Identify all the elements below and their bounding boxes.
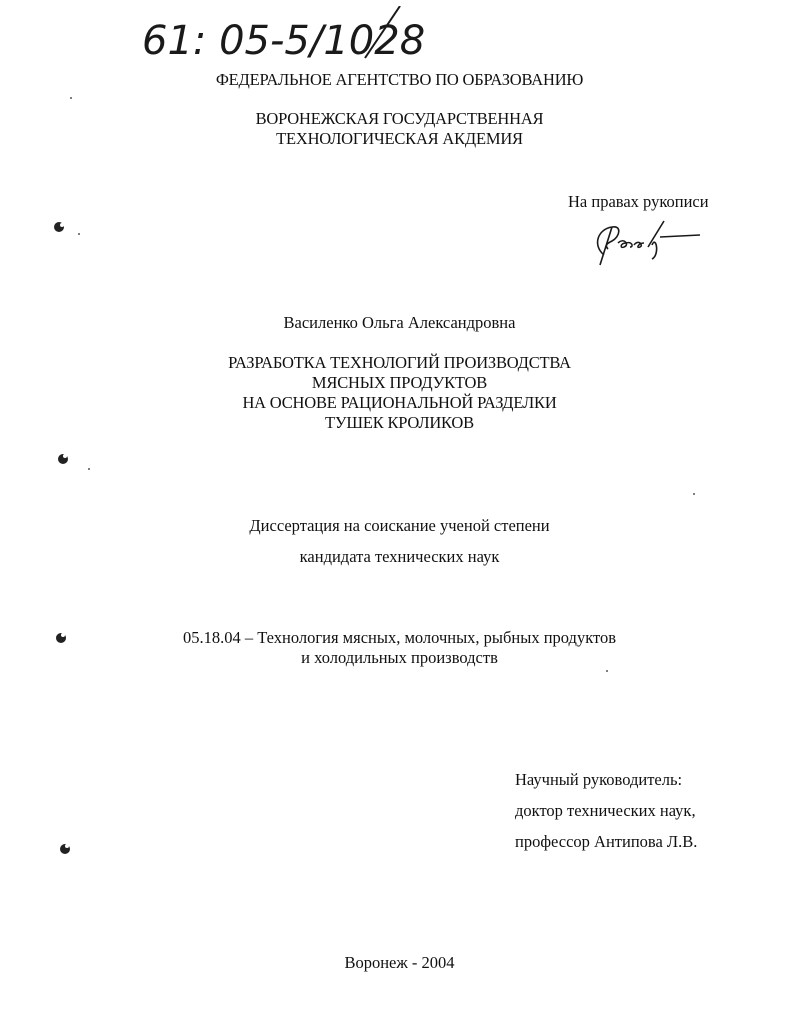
- title-line-2: МЯСНЫХ ПРОДУКТОВ: [311, 373, 488, 392]
- binding-hole-mark: [52, 220, 66, 234]
- binding-hole-mark: [58, 842, 72, 856]
- scan-speck: [606, 670, 608, 672]
- specialty-line-1: 05.18.04 – Технология мясных, молочных, рыбных продуктов: [182, 628, 617, 647]
- scan-speck: [70, 97, 72, 99]
- title-line-1: РАЗРАБОТКА ТЕХНОЛОГИЙ ПРОИЗВОДСТВА: [228, 353, 571, 372]
- author-signature: [590, 215, 710, 270]
- binding-hole-mark: [54, 631, 68, 645]
- academy-line-2: ТЕХНОЛОГИЧЕСКАЯ АКДЕМИЯ: [276, 129, 523, 148]
- agency-name: ФЕДЕРАЛЬНОЕ АГЕНТСТВО ПО ОБРАЗОВАНИЮ: [215, 70, 584, 89]
- title-line-4: ТУШЕК КРОЛИКОВ: [325, 413, 474, 432]
- specialty-line-2: и холодильных производств: [301, 648, 498, 667]
- scan-speck: [88, 468, 90, 470]
- handwritten-archive-code: [140, 6, 460, 66]
- dissertation-line-1: Диссертация на соискание ученой степени: [249, 516, 550, 535]
- academy-line-1: ВОРОНЕЖСКАЯ ГОСУДАРСТВЕННАЯ: [255, 109, 544, 128]
- handwritten-code-text: 61: 05-5/1028: [142, 18, 426, 64]
- binding-hole-mark: [56, 452, 70, 466]
- city-year: Воронеж - 2004: [344, 953, 455, 972]
- scan-speck: [78, 233, 80, 235]
- supervisor-label: Научный руководитель:: [515, 770, 683, 789]
- title-line-3: НА ОСНОВЕ РАЦИОНАЛЬНОЙ РАЗДЕЛКИ: [242, 393, 557, 412]
- scan-speck: [693, 493, 695, 495]
- author-name: Василенко Ольга Александровна: [283, 313, 516, 332]
- supervisor-degree: доктор технических наук,: [515, 801, 696, 820]
- manuscript-rights: На правах рукописи: [568, 192, 709, 211]
- dissertation-line-2: кандидата технических наук: [299, 547, 500, 566]
- supervisor-name: профессор Антипова Л.В.: [515, 832, 698, 851]
